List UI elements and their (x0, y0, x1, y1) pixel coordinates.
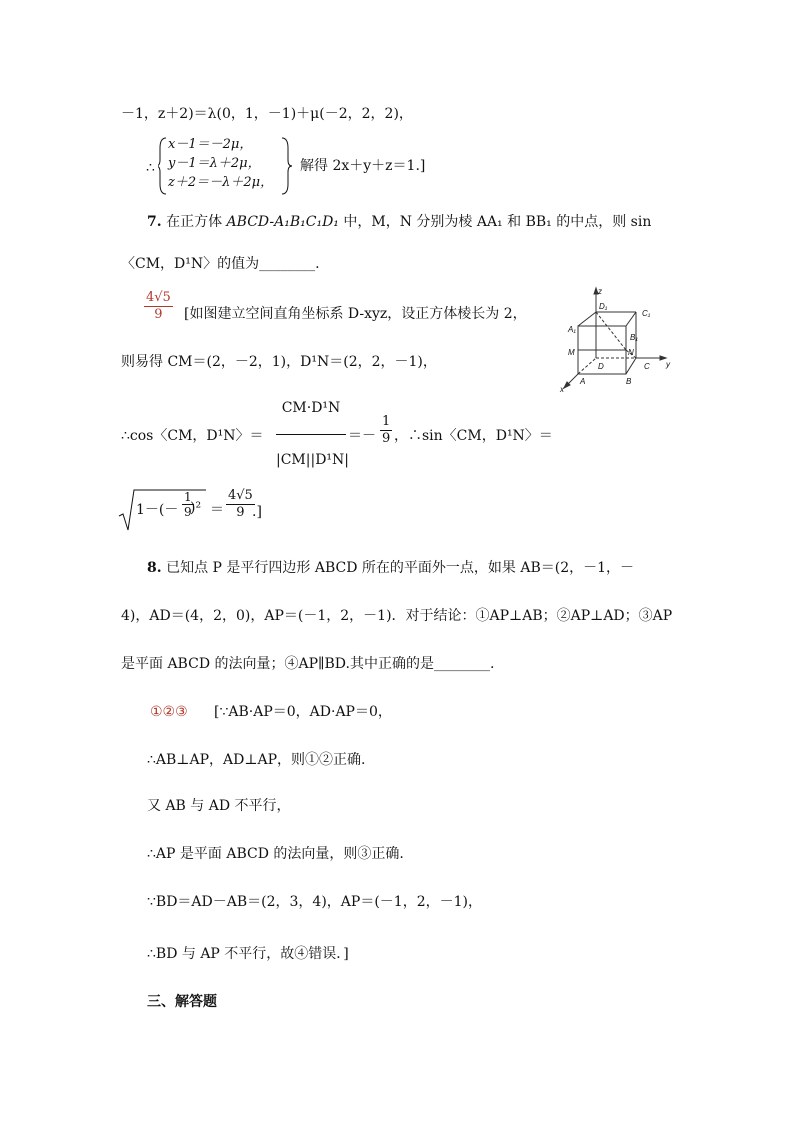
answer-8-explanation-3: 又 AB 与 AD 不平行， (147, 798, 291, 814)
answer-8-explanation-6: ∴BD 与 AP 不平行，故④错误．] (147, 946, 349, 962)
question-8-text-a: 已知点 P 是平行四边形 ABCD 所在的平面外一点，如果 AB＝(2，－1，－ (166, 560, 635, 576)
question-7 (147, 212, 651, 232)
question-7-line-2: 〈CM，D¹N〉的值为________. (121, 256, 320, 272)
answer-7-explanation-b: 则易得 CM＝(2，－2，1)，D¹N＝(2，2，－1)， (121, 354, 437, 370)
sqrt-inner-a: 1－(－ (136, 502, 179, 518)
therefore-symbol: ∴ (146, 160, 155, 176)
system-result: 解得 2x＋y＋z＝1.] (300, 158, 426, 174)
cos-fraction-bar (276, 434, 346, 435)
label-n: N (628, 348, 634, 357)
cos-label: ∴cos〈CM，D¹N〉＝ (121, 428, 264, 444)
label-z: z (598, 287, 602, 296)
question-8-number: 8. (147, 560, 162, 576)
system-eq-1: x－1＝－2μ， (168, 137, 253, 152)
system-eq-2: y－1＝λ＋2μ， (168, 156, 261, 171)
final-num: 4√5 (228, 488, 253, 503)
label-x: x (560, 385, 564, 394)
cos-result-num: 1 (382, 414, 391, 429)
equation-system (158, 136, 298, 196)
question-7-cube: ABCD-A₁B₁C₁D₁ (226, 214, 339, 230)
answer-8: ①②③ (150, 704, 188, 720)
cos-numerator: CM·D¹N (281, 400, 341, 416)
final-fraction (226, 488, 255, 521)
sin-label: ，∴sin〈CM，D¹N〉＝ (394, 428, 553, 444)
final-den: 9 (236, 505, 245, 520)
answer-7 (144, 290, 173, 323)
section-3-heading: 三、解答题 (147, 994, 217, 1010)
label-c1: C₁ (642, 309, 651, 318)
answer-8-explanation-5: ∵BD＝AD－AB＝(2，3，4)，AP＝(－1，2，－1)， (147, 894, 482, 910)
cos-result-fraction (380, 414, 392, 447)
label-c: C (644, 362, 650, 371)
label-b: B (626, 377, 632, 386)
answer-8-explanation-1: [∵AB·AP＝0，AD·AP＝0， (214, 704, 392, 720)
sqrt-inner-b: )² (190, 500, 202, 516)
label-a: A (580, 377, 586, 386)
question-8 (147, 558, 634, 578)
final-end: .] (252, 504, 262, 520)
final-equals: ＝ (210, 502, 224, 518)
text-line-1: －1，z＋2)＝λ(0，1，－1)＋μ(－2，2，2)， (121, 106, 413, 122)
question-7-text-a: 在正方体 (166, 214, 227, 230)
question-7-number: 7. (147, 214, 162, 230)
answer-8-explanation-4: ∴AP 是平面 ABCD 的法向量，则③正确. (147, 846, 404, 862)
sqrt-inner-frac: $\frac{1}{9}$ (184, 490, 192, 519)
question-7-text-b: 中，M，N 分别为棱 AA₁ 和 BB₁ 的中点，则 sin (338, 214, 652, 230)
label-y: y (666, 360, 670, 369)
answer-7-explanation-a: [如图建立空间直角坐标系 D-xyz，设正方体棱长为 2， (184, 306, 527, 322)
label-b1: B₁ (630, 333, 638, 342)
answer-7-numerator: 4√5 (146, 290, 171, 305)
label-d1: D₁ (599, 302, 608, 311)
question-8-line-3: 是平面 ABCD 的法向量；④AP∥BD.其中正确的是________. (121, 656, 495, 672)
label-d: D (598, 362, 604, 371)
cube-figure (558, 284, 682, 394)
cos-result-den: 9 (382, 431, 391, 446)
system-eq-3: z＋2＝－λ＋2μ， (168, 175, 274, 190)
label-m: M (568, 348, 575, 357)
question-8-line-2: 4)，AD＝(4，2，0)，AP＝(－1，2，－1)．对于结论：①AP⊥AB；②AP⊥AD；③AP (121, 608, 673, 624)
answer-8-explanation-2: ∴AB⊥AP，AD⊥AP，则①②正确. (147, 752, 366, 768)
cos-equals-minus: ＝－ (348, 428, 376, 444)
cos-denominator: |CM||D¹N| (276, 452, 350, 468)
label-a1: A₁ (568, 325, 576, 334)
answer-7-denominator: 9 (154, 307, 163, 322)
